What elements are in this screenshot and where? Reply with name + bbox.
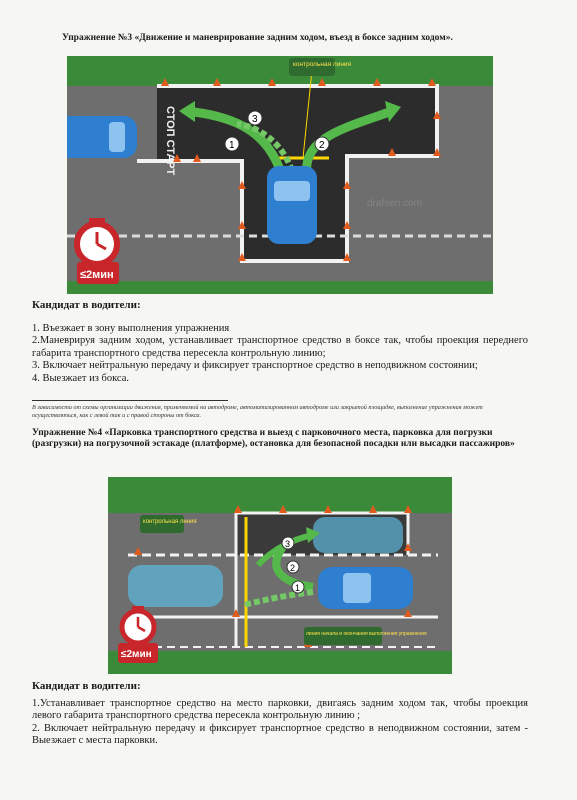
ex4-steps <box>32 698 528 748</box>
svg-text:3: 3 <box>285 539 291 549</box>
ex3-step-4: 4. Выезжает из бокса. <box>32 372 129 384</box>
control-line-label: контрольная линия <box>143 519 197 525</box>
ex3-subtitle: Кандидат в водители: <box>32 299 141 311</box>
ex3-step-3: 3. Включает нейтральную передачу и фиксирует транспортное средство в неподвижном состоянии; <box>32 360 478 372</box>
svg-text:1: 1 <box>229 140 235 151</box>
ex4-figure <box>108 477 452 674</box>
footnote-rule <box>32 400 228 401</box>
ex3-title: Упражнение №3 «Движение и маневрирование задним ходом, въезд в боксе задним ходом». <box>62 33 453 43</box>
ex4-step-1: 1.Устанавливает транспортное средство на место парковки, двигаясь задним ходом так, чтобы проекция левого габарита транспортного средства пересекла контрольную линию ; <box>32 698 528 722</box>
ex3-step-2: 2.Маневрируя задним ходом, устанавливает транспортное средство в боксе так, чтобы проекция переднего габарита транспортного средства пересекла контрольную линию; <box>32 335 528 359</box>
ex4-scene <box>108 477 452 674</box>
ex4-title: Упражнение №4 «Парковка транспортного средства и выезд с парковочного места, парковка для погрузки (разгрузки) на погрузочной эстакаде (платформе), остановка для безопасной посадки или высадки пассажиров» <box>32 428 515 449</box>
svg-text:2: 2 <box>319 140 325 151</box>
start-line-label: линия начала и окончания выполнения упражнения <box>306 631 427 637</box>
ex3-scene <box>67 56 493 294</box>
ex3-note: В зависимости от схемы организации движения, применяемой на автодроме, автоматизированном автодроме или закрытой площадке, выполнение упражнения может осуществляться, как с левой так и с правой стороны от бокса. <box>32 404 483 419</box>
control-line-label: контрольная линия <box>293 61 352 68</box>
ghost-car-spot <box>313 517 403 553</box>
svg-text:≤2мин: ≤2мин <box>80 269 114 281</box>
car-in-box <box>267 166 317 244</box>
ex3-step-1: 1. Въезжает в зону выполнения упражнения <box>32 323 230 334</box>
ex4-step-2: 2. Включает нейтральную передачу и фиксирует транспортное средство в неподвижном состоянии, затем - Выезжает с места парковки. <box>32 722 528 747</box>
svg-text:3: 3 <box>252 114 258 125</box>
ghost-car-left <box>128 565 223 607</box>
car-start <box>67 116 137 158</box>
start-label: СТОП СТАРТ <box>164 106 176 176</box>
svg-text:1: 1 <box>295 583 301 593</box>
svg-text:≤2мин: ≤2мин <box>121 649 152 660</box>
ex3-figure <box>67 56 493 294</box>
watermark: drafsen.com <box>367 198 423 209</box>
ex4-subtitle: Кандидат в водители: <box>32 680 141 692</box>
timer-icon <box>77 218 119 284</box>
ex3-steps <box>32 323 528 385</box>
svg-text:2: 2 <box>290 563 296 573</box>
